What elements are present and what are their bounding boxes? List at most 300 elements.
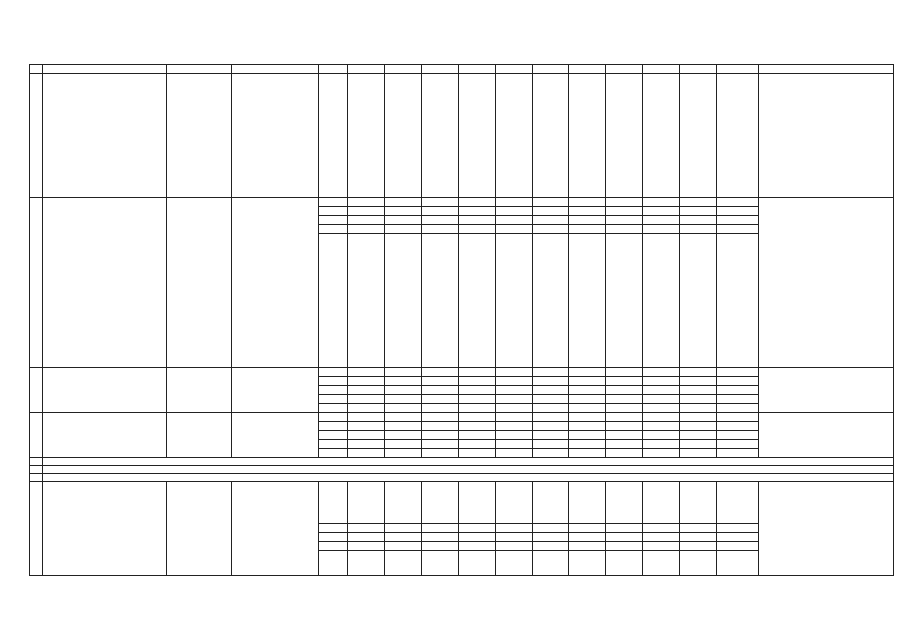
value-cell <box>348 422 385 431</box>
value-cell <box>606 395 643 404</box>
value-cell <box>458 395 495 404</box>
value-cell <box>606 449 643 458</box>
value-cell <box>606 404 643 413</box>
value-cell <box>606 524 643 533</box>
value-cell <box>532 404 569 413</box>
result-cell <box>759 482 894 576</box>
value-cell <box>680 524 717 533</box>
measure-name <box>42 74 166 198</box>
value-cell <box>569 198 606 207</box>
section-row <box>30 474 894 482</box>
value-cell <box>458 431 495 440</box>
row-number <box>30 413 43 458</box>
header-row <box>30 65 894 74</box>
value-cell <box>385 225 422 234</box>
value-cell <box>495 524 532 533</box>
section-heading <box>42 466 893 474</box>
value-cell <box>680 422 717 431</box>
value-cell <box>421 431 458 440</box>
value-cell <box>532 225 569 234</box>
value-cell <box>385 234 422 368</box>
value-cell <box>385 377 422 386</box>
value-cell <box>606 533 643 542</box>
value-cell <box>458 413 495 422</box>
value-cell <box>643 368 680 377</box>
funding-source <box>318 413 348 422</box>
column-number <box>759 65 894 74</box>
value-cell <box>716 386 758 395</box>
value-cell <box>385 542 422 551</box>
value-cell <box>643 533 680 542</box>
value-cell <box>421 482 458 524</box>
funding-source <box>318 551 348 576</box>
funding-source <box>318 524 348 533</box>
value-cell <box>532 542 569 551</box>
funding-source <box>318 74 348 198</box>
value-cell <box>569 207 606 216</box>
participant-cell <box>232 368 318 413</box>
value-cell <box>495 431 532 440</box>
column-number <box>318 65 348 74</box>
value-cell <box>569 482 606 524</box>
value-cell <box>643 551 680 576</box>
value-cell <box>495 377 532 386</box>
value-cell <box>569 225 606 234</box>
value-cell <box>458 74 495 198</box>
column-number <box>569 65 606 74</box>
value-cell <box>680 216 717 225</box>
value-cell <box>385 216 422 225</box>
value-cell <box>643 449 680 458</box>
value-cell <box>348 524 385 533</box>
value-cell <box>606 207 643 216</box>
value-cell <box>716 234 758 368</box>
value-cell <box>421 422 458 431</box>
value-cell <box>495 225 532 234</box>
result-cell <box>759 368 894 413</box>
value-cell <box>495 533 532 542</box>
value-cell <box>348 413 385 422</box>
p7-row <box>30 413 894 422</box>
value-cell <box>421 542 458 551</box>
column-number <box>458 65 495 74</box>
value-cell <box>716 440 758 449</box>
value-cell <box>495 440 532 449</box>
value-cell <box>716 524 758 533</box>
value-cell <box>495 404 532 413</box>
value-cell <box>606 198 643 207</box>
value-cell <box>385 404 422 413</box>
value-cell <box>348 225 385 234</box>
value-cell <box>643 413 680 422</box>
value-cell <box>569 431 606 440</box>
value-cell <box>385 431 422 440</box>
participant-cell <box>232 74 318 198</box>
value-cell <box>348 404 385 413</box>
value-cell <box>385 440 422 449</box>
section-row <box>30 466 894 474</box>
funding-source <box>318 404 348 413</box>
value-cell <box>643 216 680 225</box>
value-cell <box>495 198 532 207</box>
value-cell <box>348 482 385 524</box>
value-cell <box>495 542 532 551</box>
executor-cell <box>166 368 231 413</box>
value-cell <box>569 422 606 431</box>
value-cell <box>680 431 717 440</box>
value-cell <box>716 216 758 225</box>
value-cell <box>716 368 758 377</box>
executor-cell <box>166 74 231 198</box>
value-cell <box>643 386 680 395</box>
value-cell <box>532 524 569 533</box>
value-cell <box>532 533 569 542</box>
value-cell <box>458 524 495 533</box>
funding-source <box>318 377 348 386</box>
value-cell <box>458 404 495 413</box>
funding-source <box>318 216 348 225</box>
value-cell <box>421 404 458 413</box>
value-cell <box>643 440 680 449</box>
funding-source <box>318 225 348 234</box>
row-number-cell <box>30 74 43 198</box>
value-cell <box>532 431 569 440</box>
value-cell <box>569 542 606 551</box>
value-cell <box>716 542 758 551</box>
value-cell <box>643 542 680 551</box>
value-cell <box>385 198 422 207</box>
value-cell <box>680 413 717 422</box>
value-cell <box>716 74 758 198</box>
value-cell <box>606 225 643 234</box>
value-cell <box>680 207 717 216</box>
measure-name <box>42 198 166 368</box>
section-heading <box>42 458 893 466</box>
row-number-cell <box>30 466 43 474</box>
column-number <box>716 65 758 74</box>
value-cell <box>385 524 422 533</box>
value-cell <box>680 234 717 368</box>
value-cell <box>643 207 680 216</box>
executor-cell <box>166 413 231 458</box>
value-cell <box>643 225 680 234</box>
executor-cell <box>166 198 231 368</box>
value-cell <box>458 449 495 458</box>
participant-cell <box>232 482 318 576</box>
value-cell <box>606 377 643 386</box>
measure-name <box>42 413 166 458</box>
value-cell <box>532 216 569 225</box>
value-cell <box>532 482 569 524</box>
value-cell <box>680 449 717 458</box>
value-cell <box>716 533 758 542</box>
value-cell <box>716 413 758 422</box>
value-cell <box>421 533 458 542</box>
value-cell <box>680 482 717 524</box>
value-cell <box>606 422 643 431</box>
value-cell <box>606 386 643 395</box>
value-cell <box>421 74 458 198</box>
value-cell <box>680 377 717 386</box>
section-row <box>30 458 894 466</box>
value-cell <box>680 404 717 413</box>
funding-source <box>318 234 348 368</box>
value-cell <box>495 551 532 576</box>
value-cell <box>606 368 643 377</box>
value-cell <box>569 234 606 368</box>
value-cell <box>458 440 495 449</box>
value-cell <box>532 422 569 431</box>
value-cell <box>716 422 758 431</box>
value-cell <box>569 449 606 458</box>
value-cell <box>495 368 532 377</box>
value-cell <box>421 198 458 207</box>
value-cell <box>495 216 532 225</box>
column-number <box>348 65 385 74</box>
value-cell <box>606 542 643 551</box>
value-cell <box>421 386 458 395</box>
result-cell <box>759 413 894 458</box>
funding-source <box>318 440 348 449</box>
value-cell <box>348 198 385 207</box>
column-number <box>680 65 717 74</box>
value-cell <box>569 74 606 198</box>
value-cell <box>532 207 569 216</box>
value-cell <box>495 482 532 524</box>
value-cell <box>385 413 422 422</box>
value-cell <box>569 533 606 542</box>
value-cell <box>385 551 422 576</box>
value-cell <box>643 524 680 533</box>
value-cell <box>680 440 717 449</box>
value-cell <box>532 198 569 207</box>
value-cell <box>643 404 680 413</box>
value-cell <box>348 551 385 576</box>
funding-source <box>318 395 348 404</box>
value-cell <box>495 234 532 368</box>
value-cell <box>716 207 758 216</box>
value-cell <box>421 207 458 216</box>
program-table <box>29 64 894 576</box>
column-number <box>42 65 166 74</box>
value-cell <box>385 368 422 377</box>
value-cell <box>421 524 458 533</box>
value-cell <box>716 449 758 458</box>
funding-source <box>318 386 348 395</box>
continuation-row <box>30 74 894 198</box>
value-cell <box>348 74 385 198</box>
column-number <box>385 65 422 74</box>
section-heading <box>42 474 893 482</box>
value-cell <box>680 533 717 542</box>
funding-source <box>318 533 348 542</box>
value-cell <box>680 551 717 576</box>
value-cell <box>569 524 606 533</box>
value-cell <box>458 368 495 377</box>
value-cell <box>385 422 422 431</box>
value-cell <box>680 198 717 207</box>
value-cell <box>643 395 680 404</box>
value-cell <box>348 216 385 225</box>
m43-row <box>30 198 894 207</box>
value-cell <box>716 377 758 386</box>
funding-source <box>318 482 348 524</box>
value-cell <box>569 377 606 386</box>
value-cell <box>716 198 758 207</box>
value-cell <box>606 431 643 440</box>
value-cell <box>643 482 680 524</box>
participant-cell <box>232 413 318 458</box>
funding-source <box>318 449 348 458</box>
column-number <box>532 65 569 74</box>
value-cell <box>532 368 569 377</box>
value-cell <box>569 413 606 422</box>
value-cell <box>569 386 606 395</box>
column-number <box>166 65 231 74</box>
value-cell <box>606 74 643 198</box>
value-cell <box>348 377 385 386</box>
value-cell <box>458 533 495 542</box>
value-cell <box>606 216 643 225</box>
value-cell <box>348 431 385 440</box>
value-cell <box>348 440 385 449</box>
value-cell <box>495 386 532 395</box>
value-cell <box>532 449 569 458</box>
value-cell <box>495 207 532 216</box>
value-cell <box>385 533 422 542</box>
value-cell <box>421 377 458 386</box>
value-cell <box>421 234 458 368</box>
column-number <box>606 65 643 74</box>
value-cell <box>495 422 532 431</box>
value-cell <box>348 395 385 404</box>
value-cell <box>495 395 532 404</box>
value-cell <box>385 482 422 524</box>
value-cell <box>606 551 643 576</box>
value-cell <box>348 234 385 368</box>
value-cell <box>643 422 680 431</box>
value-cell <box>680 395 717 404</box>
value-cell <box>348 449 385 458</box>
value-cell <box>606 234 643 368</box>
m71-row <box>30 482 894 524</box>
value-cell <box>458 216 495 225</box>
measure-name <box>42 482 166 576</box>
value-cell <box>421 551 458 576</box>
value-cell <box>569 368 606 377</box>
value-cell <box>458 207 495 216</box>
value-cell <box>348 368 385 377</box>
value-cell <box>458 225 495 234</box>
value-cell <box>348 207 385 216</box>
value-cell <box>569 440 606 449</box>
value-cell <box>458 234 495 368</box>
value-cell <box>421 440 458 449</box>
participant-cell <box>232 198 318 368</box>
value-cell <box>385 386 422 395</box>
funding-source <box>318 422 348 431</box>
funding-source <box>318 431 348 440</box>
column-number <box>421 65 458 74</box>
value-cell <box>495 74 532 198</box>
value-cell <box>421 395 458 404</box>
funding-source <box>318 542 348 551</box>
value-cell <box>716 225 758 234</box>
value-cell <box>421 216 458 225</box>
value-cell <box>606 482 643 524</box>
value-cell <box>532 234 569 368</box>
value-cell <box>643 74 680 198</box>
value-cell <box>458 422 495 431</box>
value-cell <box>421 225 458 234</box>
value-cell <box>532 551 569 576</box>
value-cell <box>348 533 385 542</box>
value-cell <box>458 482 495 524</box>
value-cell <box>716 404 758 413</box>
value-cell <box>421 449 458 458</box>
value-cell <box>458 198 495 207</box>
value-cell <box>680 74 717 198</box>
m44-row <box>30 368 894 377</box>
value-cell <box>495 413 532 422</box>
value-cell <box>532 74 569 198</box>
value-cell <box>680 225 717 234</box>
value-cell <box>680 368 717 377</box>
value-cell <box>385 74 422 198</box>
value-cell <box>716 431 758 440</box>
row-number-cell <box>30 458 43 466</box>
value-cell <box>643 234 680 368</box>
value-cell <box>532 386 569 395</box>
value-cell <box>569 216 606 225</box>
value-cell <box>532 395 569 404</box>
row-number-cell <box>30 474 43 482</box>
row-number <box>30 368 43 413</box>
column-number <box>232 65 318 74</box>
row-number <box>30 198 43 368</box>
value-cell <box>716 395 758 404</box>
value-cell <box>421 368 458 377</box>
value-cell <box>716 482 758 524</box>
column-number <box>643 65 680 74</box>
value-cell <box>532 413 569 422</box>
value-cell <box>569 551 606 576</box>
value-cell <box>569 404 606 413</box>
value-cell <box>643 198 680 207</box>
value-cell <box>385 207 422 216</box>
column-number <box>495 65 532 74</box>
value-cell <box>458 377 495 386</box>
value-cell <box>458 386 495 395</box>
executor-cell <box>166 482 231 576</box>
measure-name <box>42 368 166 413</box>
value-cell <box>385 449 422 458</box>
value-cell <box>680 386 717 395</box>
value-cell <box>458 542 495 551</box>
value-cell <box>606 440 643 449</box>
value-cell <box>532 377 569 386</box>
value-cell <box>606 413 643 422</box>
value-cell <box>716 551 758 576</box>
value-cell <box>643 431 680 440</box>
value-cell <box>643 377 680 386</box>
value-cell <box>532 440 569 449</box>
funding-source <box>318 368 348 377</box>
result-cell <box>759 74 894 198</box>
value-cell <box>569 395 606 404</box>
value-cell <box>385 395 422 404</box>
value-cell <box>458 551 495 576</box>
